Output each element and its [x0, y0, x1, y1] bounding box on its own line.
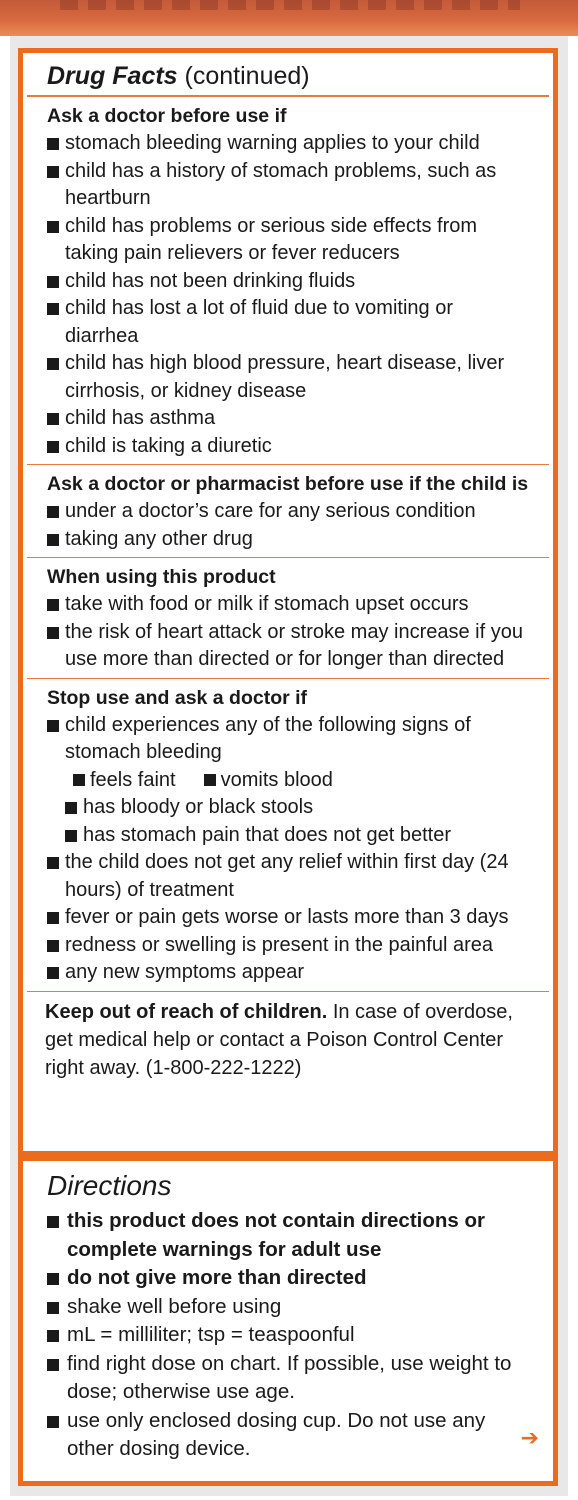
- package-top-strip: [0, 0, 578, 36]
- drug-facts-title-suffix: (continued): [177, 62, 310, 90]
- stop-use-list: [45, 712, 531, 767]
- list-item: do not give more than directed: [45, 1264, 531, 1293]
- list-item: fever or pain gets worse or lasts more than 3 days: [45, 904, 531, 932]
- list-item: child has not been drinking fluids: [45, 268, 531, 296]
- list-item: stomach bleeding warning applies to your child: [45, 130, 531, 158]
- directions-title: Directions: [47, 1170, 172, 1201]
- list-item: the child does not get any relief within first day (24 hours) of treatment: [45, 849, 531, 904]
- list-item: the risk of heart attack or stroke may increase if you use more than directed or for longer than directed: [45, 619, 531, 674]
- drug-facts-panel: [18, 48, 558, 1156]
- divider: [27, 991, 549, 992]
- list-item: this product does not contain directions or complete warnings for adult use: [45, 1207, 531, 1264]
- drug-facts-title: Drug Facts: [47, 62, 178, 90]
- ask-doctor-list: [45, 130, 531, 460]
- stop-use-heading: Stop use and ask a doctor if: [47, 686, 308, 709]
- sub-item: vomits blood: [220, 768, 333, 791]
- list-item: under a doctor’s care for any serious condition: [45, 498, 531, 526]
- list-item: child has problems or serious side effects from taking pain relievers or fever reducers: [45, 213, 531, 268]
- stop-use-list-rest: [45, 849, 531, 987]
- when-using-heading: When using this product: [47, 566, 276, 588]
- list-item: child has lost a lot of fluid due to vomiting or diarrhea: [45, 295, 531, 350]
- divider: [27, 557, 549, 558]
- sub-item: has stomach pain that does not get better: [45, 822, 531, 850]
- keep-out-of-reach: [45, 998, 531, 1082]
- list-item: redness or swelling is present in the painful area: [45, 932, 531, 960]
- ask-pharmacist-heading: Ask a doctor or pharmacist before use if the child is: [47, 473, 529, 495]
- bullet-square: [204, 774, 216, 786]
- drug-facts-header: [47, 61, 531, 91]
- brand-logo-fragment: [60, 0, 520, 10]
- list-item: mL = milliliter; tsp = teaspoonful: [45, 1321, 531, 1350]
- ask-pharmacist-list: [45, 498, 531, 553]
- directions-panel: [18, 1156, 558, 1486]
- list-item: find right dose on chart. If possible, use weight to dose; otherwise use age.: [45, 1350, 531, 1407]
- stop-use-sub-row: [45, 767, 531, 795]
- list-item: use only enclosed dosing cup. Do not use any other dosing device.: [45, 1407, 531, 1464]
- sub-item: feels faint: [90, 768, 176, 791]
- directions-list: [45, 1207, 531, 1464]
- list-item: child experiences any of the following signs of stomach bleeding: [45, 712, 531, 767]
- list-item: child has a history of stomach problems, such as heartburn: [45, 158, 531, 213]
- ask-doctor-heading: Ask a doctor before use if: [47, 105, 287, 127]
- when-using-list: [45, 591, 531, 674]
- stop-use-sub-list: [45, 794, 531, 849]
- list-item: any new symptoms appear: [45, 959, 531, 987]
- list-item: child is taking a diuretic: [45, 433, 531, 461]
- divider: [27, 678, 549, 679]
- list-item: shake well before using: [45, 1293, 531, 1322]
- list-item: child has high blood pressure, heart disease, liver cirrhosis, or kidney disease: [45, 350, 531, 405]
- keep-out-text: In case of overdose, get medical help or contact a Poison Control Center right away. (1-800-222-1222): [45, 1000, 513, 1079]
- list-item: take with food or milk if stomach upset occurs: [45, 591, 531, 619]
- continue-arrow-icon: ➔: [520, 1425, 539, 1450]
- divider: [27, 95, 549, 97]
- sub-item: has bloody or black stools: [45, 794, 531, 822]
- keep-out-bold: Keep out of reach of children.: [45, 1000, 328, 1023]
- list-item: child has asthma: [45, 405, 531, 433]
- bullet-square: [73, 774, 85, 786]
- list-item: taking any other drug: [45, 526, 531, 554]
- divider: [27, 464, 549, 465]
